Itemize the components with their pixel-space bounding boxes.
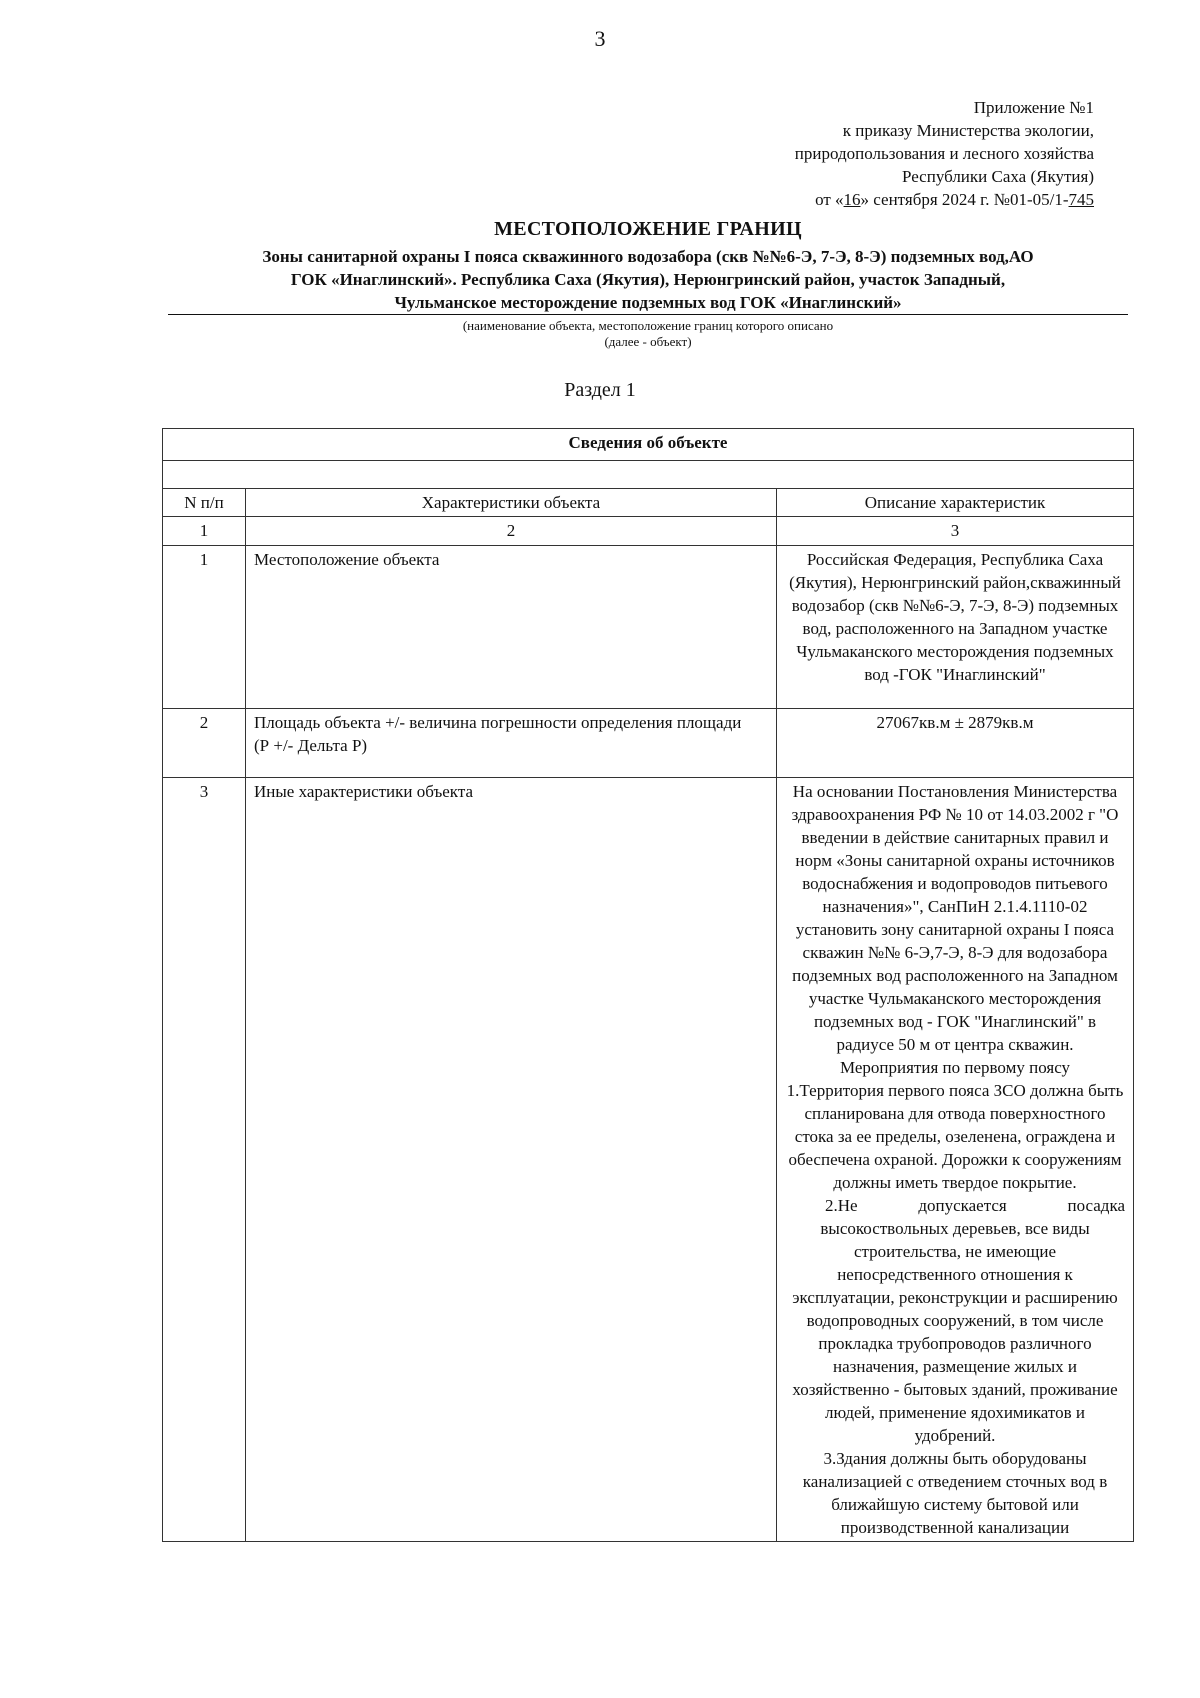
table-title-row: [163, 429, 1134, 461]
order-day: 16: [843, 190, 861, 209]
order-middle: » сентября 2024 г. №01-05/1-: [860, 190, 1069, 209]
row-characteristic-line: Площадь объекта +/- величина погрешности определения площади: [254, 713, 742, 732]
section-heading: Раздел 1: [564, 379, 636, 401]
object-info-table: [162, 428, 1134, 1542]
header-description: Описание характеристик: [777, 489, 1134, 517]
object-name-line: Чульманское месторождение подземных вод ГОК «Инаглинский»: [394, 293, 902, 312]
table-spacer-row: [163, 461, 1134, 489]
row-characteristic-line: (Р +/- Дельта Р): [254, 736, 368, 755]
description-item: 1.Территория первого пояса ЗСО должна быть спланирована для отвода поверхностного стока за ее пределы, озеленена, ограждена и обеспечена охраной. Дорожки к сооружениям должны иметь твердое покрытие.: [786, 1081, 1124, 1192]
header-characteristic: Характеристики объекта: [246, 489, 777, 517]
order-prefix: от «: [815, 190, 844, 209]
row-characteristic: [246, 709, 777, 778]
description-item: 3.Здания должны быть оборудованы канализацией с отведением сточных вод в ближайшую систему бытовой или производственной канализации: [802, 1449, 1108, 1537]
document-title: МЕСТОПОЛОЖЕНИЕ ГРАНИЦ: [494, 218, 802, 240]
page-number: 3: [594, 26, 606, 51]
caption-line: (далее - объект): [604, 334, 692, 349]
table-row: [163, 778, 1134, 1542]
object-caption: [168, 318, 1128, 350]
row-characteristic: Иные характеристики объекта: [246, 778, 777, 1542]
table-row: [163, 546, 1134, 709]
description-item: высокоствольных деревьев, все виды строительства, не имеющие непосредственного отношения к эксплуатации, реконструкции и расширению водопроводных сооружений, в том числе прокладка трубопроводов различного назначения, размещение жилых и хозяйственно - бытовых зданий, проживание людей, применение ядохимикатов и удобрений.: [792, 1219, 1118, 1445]
column-number: 3: [777, 517, 1134, 546]
column-number: 1: [163, 517, 246, 546]
row-number: 1: [163, 546, 246, 709]
row-description: Российская Федерация, Республика Саха (Якутия), Нерюнгринский район,скважинный водозабор (скв №№6-Э, 7-Э, 8-Э) подземных вод, расположенного на Западном участке Чульмаканского месторождения подземных вод -ГОК "Инаглинский": [777, 546, 1134, 709]
appendix-line: Приложение №1: [973, 98, 1094, 117]
appendix-line: Республики Саха (Якутия): [901, 167, 1094, 186]
object-name-line: Зоны санитарной охраны I пояса скважинного водозабора (скв №№6-Э, 7-Э, 8-Э) подземных вод,АО: [262, 247, 1034, 266]
appendix-line: природопользования и лесного хозяйства: [794, 144, 1094, 163]
caption-line: (наименование объекта, местоположение границ которого описано: [462, 318, 834, 333]
row-description: 27067кв.м ± 2879кв.м: [777, 709, 1134, 778]
underline-rule: [168, 314, 1128, 315]
table-title: Сведения об объекте: [163, 429, 1134, 461]
table-row: [163, 709, 1134, 778]
object-name: [168, 245, 1128, 314]
appendix-order-line: [795, 188, 1094, 211]
row-description: [777, 778, 1134, 1542]
order-number-suffix: 745: [1068, 190, 1094, 209]
appendix-line: к приказу Министерства экологии,: [842, 121, 1094, 140]
table-spacer-cell: [163, 461, 1134, 489]
table-header-row: [163, 489, 1134, 517]
description-item-start: 2.Не допускается посадка: [825, 1196, 1126, 1215]
description-paragraph: На основании Постановления Министерства здравоохранения РФ № 10 от 14.03.2002 г "О введении в действие санитарных правил и норм «Зоны санитарной охраны источников водоснабжения и водопроводов питьевого назначения»", СанПиН 2.1.4.1110-02 установить зону санитарной охраны I пояса скважин №№ 6-Э,7-Э, 8-Э для водозабора подземных вод расположенного на Западном участке Чульмаканского месторождения подземных вод - ГОК "Инаглинский" в радиусе 50 м от центра скважин.: [791, 782, 1119, 1054]
object-name-line: ГОК «Инаглинский». Республика Саха (Якутия), Нерюнгринский район, участок Западный,: [290, 270, 1006, 289]
row-number: 2: [163, 709, 246, 778]
description-heading: Мероприятия по первому поясу: [839, 1058, 1071, 1077]
column-number-row: [163, 517, 1134, 546]
row-number: 3: [163, 778, 246, 1542]
header-number: N п/п: [163, 489, 246, 517]
column-number: 2: [246, 517, 777, 546]
row-characteristic: Местоположение объекта: [246, 546, 777, 709]
appendix-block: [795, 96, 1094, 211]
